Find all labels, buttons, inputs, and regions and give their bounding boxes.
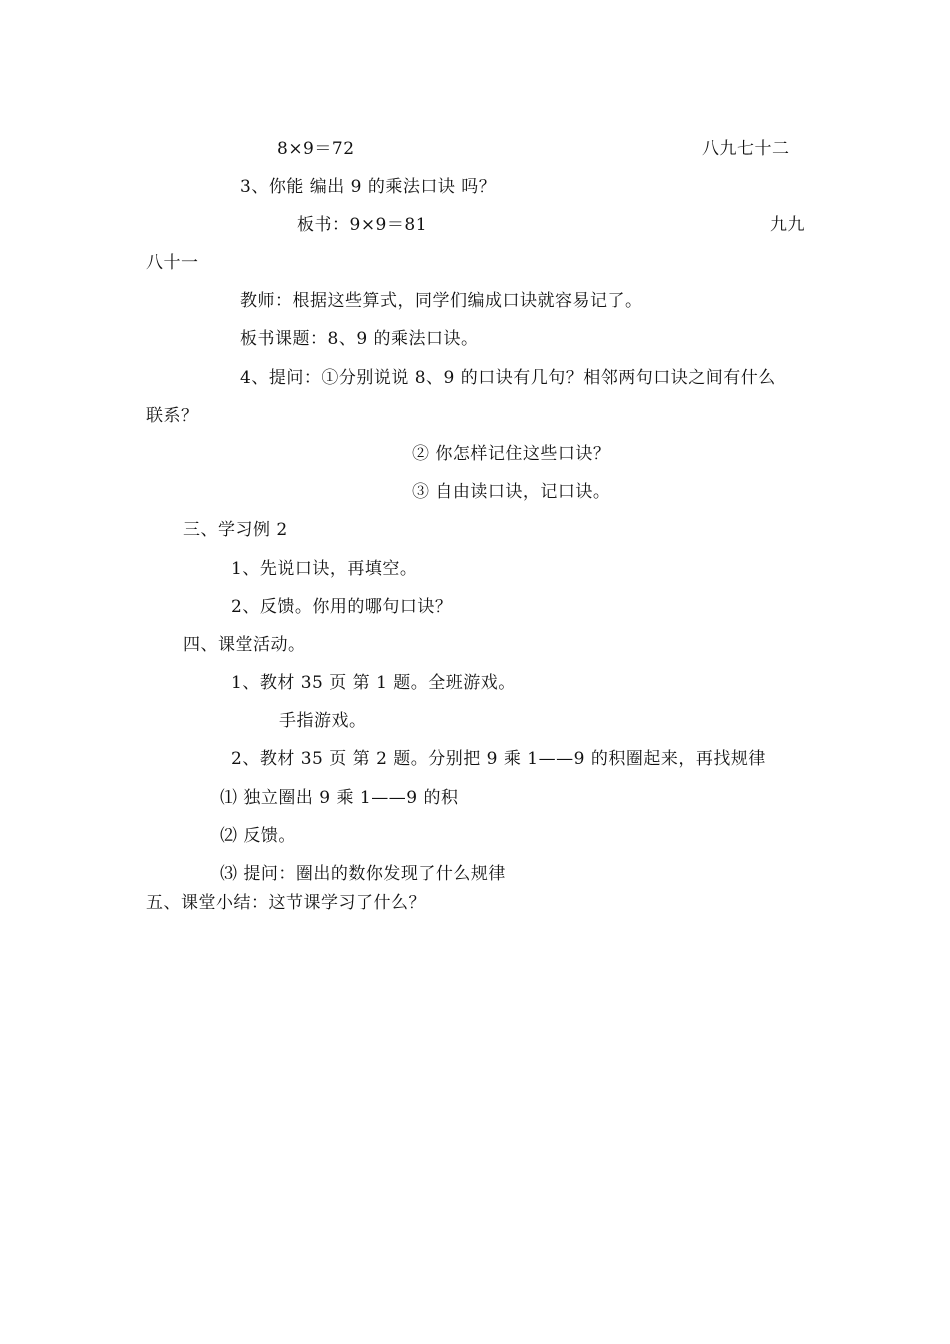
board-title-line: 板书课题：8、9 的乘法口诀。 <box>240 329 479 349</box>
question-4: 4、提问：①分别说说 8、9 的口诀有几句？相邻两句口诀之间有什么 <box>240 368 776 388</box>
equation-8x9: 8×9＝72 <box>277 139 355 159</box>
section-4-item-2c: ⑶ 提问：圈出的数你发现了什么规律 <box>220 864 506 884</box>
section-4-item-1: 1、教材 35 页 第 1 题。全班游戏。 <box>231 673 516 693</box>
section-3-item-2: 2、反馈。你用的哪句口诀？ <box>231 597 453 617</box>
teacher-line: 教师：根据这些算式，同学们编成口诀就容易记了。 <box>240 291 643 311</box>
mnemonic-9x9-part2: 八十一 <box>146 253 199 273</box>
section-4-item-1b: 手指游戏。 <box>279 711 367 731</box>
question-4-item-2: ② 你怎样记住这些口诀？ <box>412 444 611 464</box>
section-5-heading: 五、课堂小结：这节课学习了什么？ <box>146 893 426 913</box>
section-4-item-2a: ⑴ 独立圈出 9 乘 1——9 的积 <box>220 788 459 808</box>
section-4-item-2: 2、教材 35 页 第 2 题。分别把 9 乘 1——9 的积圈起来，再找规律 <box>231 749 766 769</box>
question-3: 3、你能 编出 9 的乘法口诀 吗？ <box>240 177 497 197</box>
section-4-heading: 四、课堂活动。 <box>183 635 306 655</box>
section-4-item-2b: ⑵ 反馈。 <box>220 826 296 846</box>
mnemonic-8x9: 八九七十二 <box>702 139 790 159</box>
section-3-heading: 三、学习例 2 <box>183 520 288 540</box>
mnemonic-9x9-part1: 九九 <box>770 215 805 235</box>
question-4-continued: 联系？ <box>146 406 199 426</box>
section-3-item-1: 1、先说口诀，再填空。 <box>231 559 418 579</box>
question-4-item-3: ③ 自由读口诀，记口诀。 <box>412 482 611 502</box>
board-9x9: 板书：9×9＝81 <box>297 215 428 235</box>
